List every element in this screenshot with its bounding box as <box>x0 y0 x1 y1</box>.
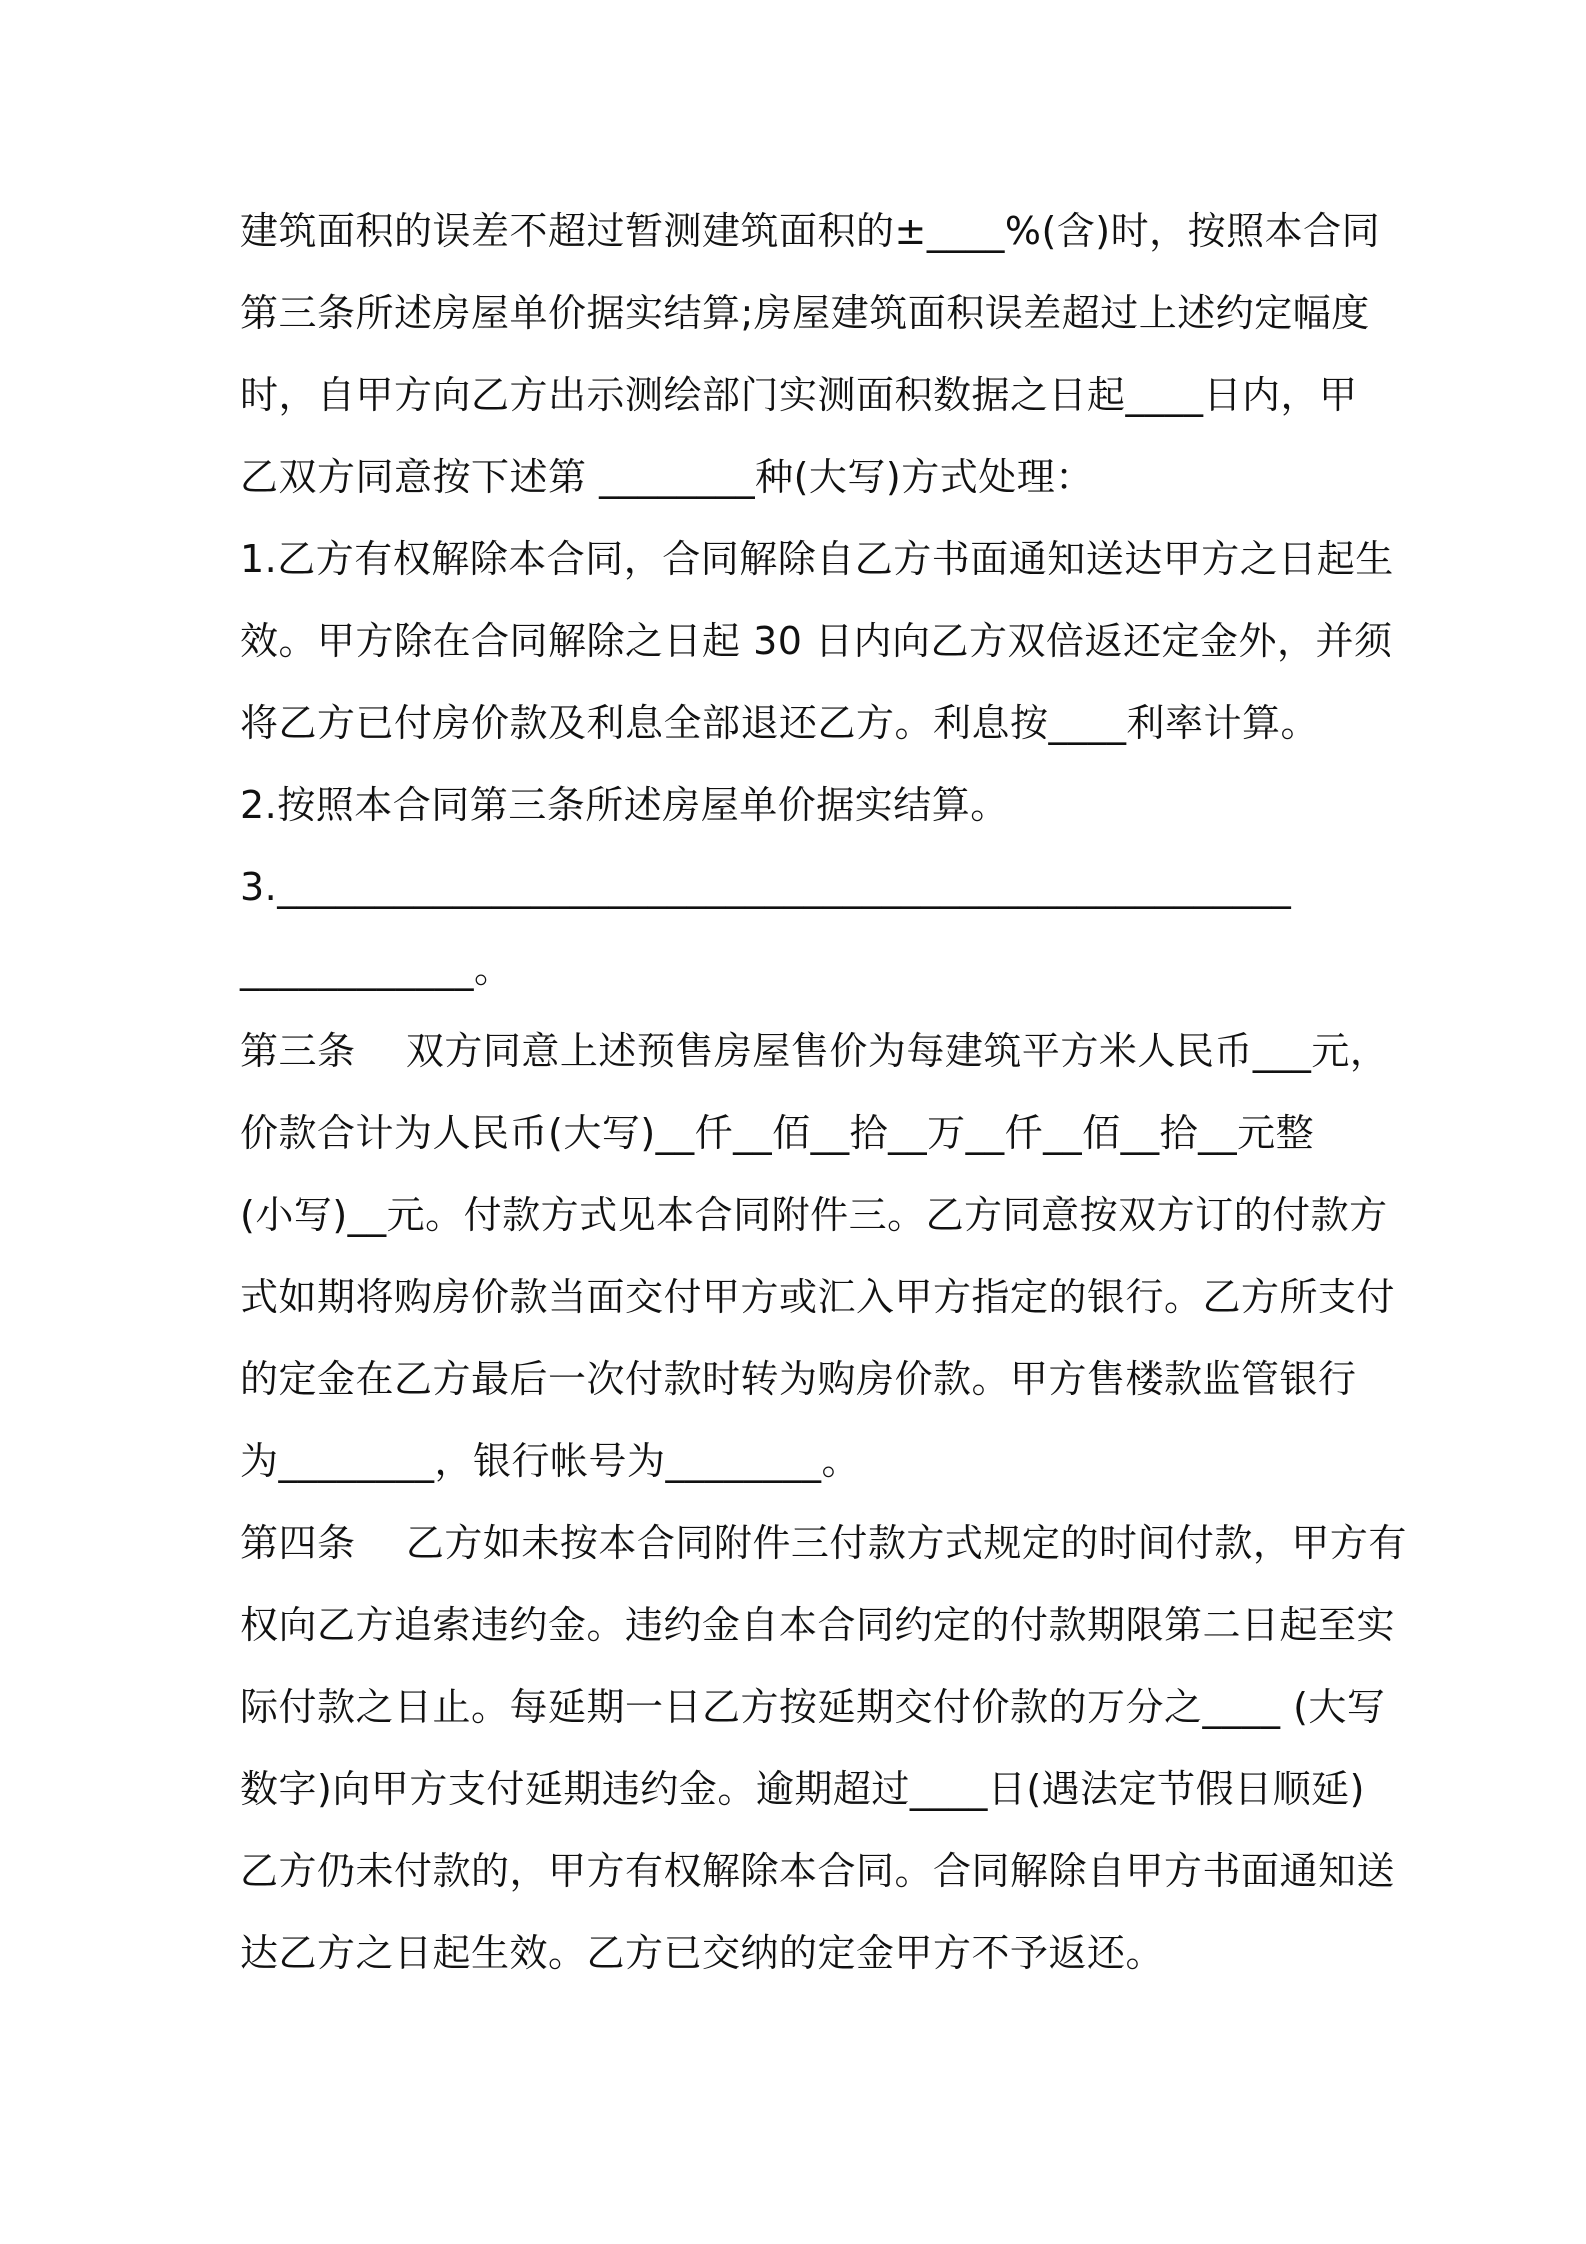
article-3-heading-line: 第三条 双方同意上述预售房屋售价为每建筑平方米人民币___元， <box>240 1029 1389 1073</box>
text-line: 2.按照本合同第三条所述房屋单价据实结算。 <box>240 783 1009 827</box>
text-line: 的定金在乙方最后一次付款时转为购房价款。甲方售楼款监管银行 <box>240 1357 1357 1401</box>
text-line: 数字)向甲方支付延期违约金。逾期超过____日(遇法定节假日顺延) <box>240 1767 1365 1811</box>
text-line: 权向乙方追索违约金。违约金自本合同约定的付款期限第二日起至实 <box>240 1603 1396 1647</box>
article-4-heading-line: 第四条 乙方如未按本合同附件三付款方式规定的时间付款，甲方有 <box>240 1521 1407 1565</box>
text-line: 为________，银行帐号为________。 <box>240 1439 861 1483</box>
text-line: 第三条所述房屋单价据实结算;房屋建筑面积误差超过上述约定幅度 <box>240 291 1370 335</box>
text-line: 3.____________________________________________________ <box>240 865 1292 909</box>
text-line: 将乙方已付房价款及利息全部退还乙方。利息按____利率计算。 <box>240 701 1320 745</box>
text-line: 达乙方之日起生效。乙方已交纳的定金甲方不予返还。 <box>240 1931 1165 1975</box>
contract-text <box>240 190 1407 1994</box>
text-line: 建筑面积的误差不超过暂测建筑面积的±____%(含)时，按照本合同 <box>240 209 1381 253</box>
text-line: 1.乙方有权解除本合同，合同解除自乙方书面通知送达甲方之日起生 <box>240 537 1394 581</box>
text-line: 价款合计为人民币(大写)__仟__佰__拾__万__仟__佰__拾__元整 <box>240 1111 1315 1155</box>
text-line: 乙方仍未付款的，甲方有权解除本合同。合同解除自甲方书面通知送 <box>240 1849 1396 1893</box>
text-line: ____________。 <box>240 947 513 991</box>
text-line: 式如期将购房价款当面交付甲方或汇入甲方指定的银行。乙方所支付 <box>240 1275 1396 1319</box>
text-line: 乙双方同意按下述第 ________种(大写)方式处理： <box>240 455 1094 499</box>
text-line: 时，自甲方向乙方出示测绘部门实测面积数据之日起____日内，甲 <box>240 373 1358 417</box>
text-line: (小写)__元。付款方式见本合同附件三。乙方同意按双方订的付款方 <box>240 1193 1388 1237</box>
text-line: 际付款之日止。每延期一日乙方按延期交付价款的万分之____ (大写 <box>240 1685 1386 1729</box>
text-line: 效。甲方除在合同解除之日起 30 日内向乙方双倍返还定金外，并须 <box>240 619 1393 663</box>
